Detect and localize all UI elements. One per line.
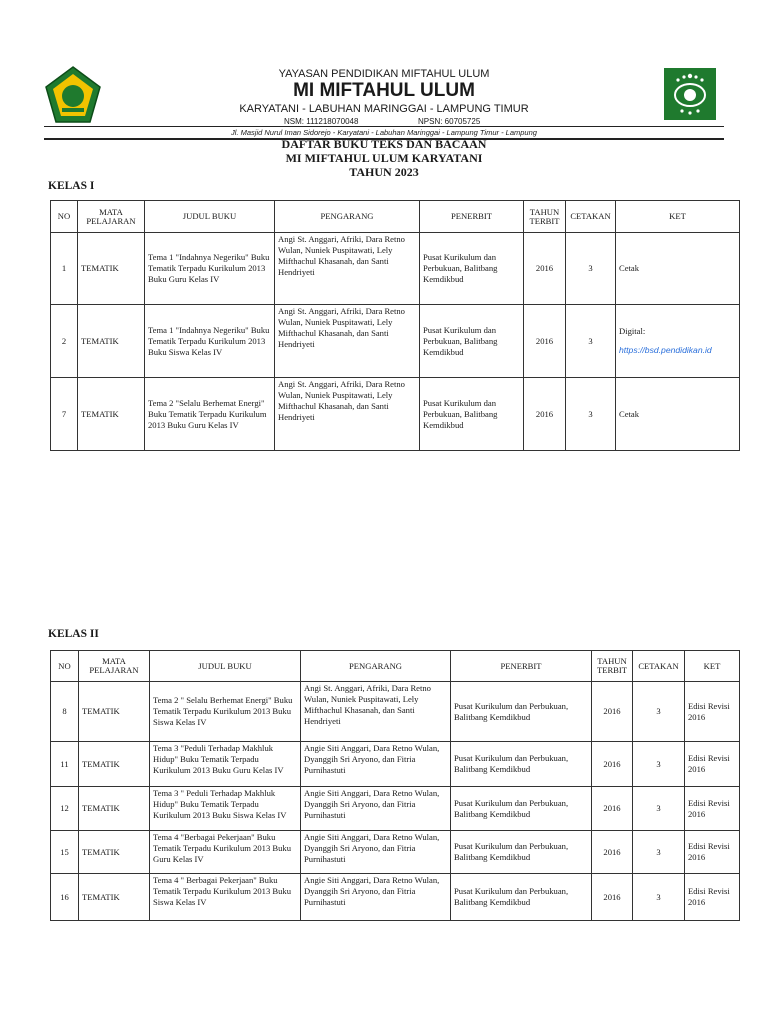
bsd-link[interactable]: https://bsd.pendidikan.id (619, 345, 712, 355)
column-header: TAHUN TERBIT (524, 201, 566, 233)
cell-title: Tema 2 " Selalu Berhemat Energi" Buku Tematik Terpadu Kurikulum 2013 Buku Siswa Kelas IV (150, 682, 301, 742)
cell-note (616, 305, 740, 378)
column-header: JUDUL BUKU (145, 201, 275, 233)
nsm-number: NSM: 111218070048 (284, 117, 359, 126)
cell-edition: 3 (566, 233, 616, 305)
cell-publisher: Pusat Kurikulum dan Perbukuan, Balitbang Kemdikbud (451, 682, 592, 742)
header-divider (44, 126, 724, 127)
cell-year: 2016 (592, 831, 633, 874)
column-header: PENERBIT (451, 651, 592, 682)
school-address: KARYATANI - LABUHAN MARINGGAI - LAMPUNG TIMUR (239, 103, 529, 115)
note-label: Digital: (619, 326, 646, 336)
cell-author: Angie Siti Anggari, Dara Retno Wulan, Dyanggih Sri Aryono, dan Fitria Purnihastuti (301, 831, 451, 874)
npsn-number: NPSN: 60705725 (418, 117, 481, 126)
cell-title: Tema 4 " Berbagai Pekerjaan" Buku Tematik Terpadu Kurikulum 2013 Buku Siswa Kelas IV (150, 874, 301, 921)
cell-author: Angi St. Anggari, Afriki, Dara Retno Wulan, Nuniek Puspitawati, Lely Mifthachul Khasanah, dan Santi Hendriyeti (301, 682, 451, 742)
column-header: NO (51, 651, 79, 682)
cell-subject: TEMATIK (79, 742, 150, 787)
cell-note: Cetak (616, 378, 740, 451)
cell-publisher: Pusat Kurikulum dan Perbukuan, Balitbang Kemdikbud (420, 305, 524, 378)
cell-subject: TEMATIK (78, 305, 145, 378)
cell-title: Tema 3 "Peduli Terhadap Makhluk Hidup" Buku Tematik Terpadu Kurikulum 2013 Buku Guru Kelas IV (150, 742, 301, 787)
foundation-name: YAYASAN PENDIDIKAN MIFTAHUL ULUM (278, 68, 490, 80)
cell-subject: TEMATIK (79, 831, 150, 874)
cell-year: 2016 (592, 742, 633, 787)
cell-title: Tema 3 " Peduli Terhadap Makhluk Hidup" Buku Tematik Terpadu Kurikulum 2013 Buku Siswa Kelas IV (150, 787, 301, 831)
column-header: CETAKAN (566, 201, 616, 233)
column-header: MATA PELAJARAN (78, 201, 145, 233)
document-subtitle: MI MIFTAHUL ULUM KARYATANI (285, 151, 483, 165)
cell-year: 2016 (592, 682, 633, 742)
column-header: JUDUL BUKU (150, 651, 301, 682)
book-table-kelas-2 (50, 650, 740, 921)
cell-note: Edisi Revisi 2016 (685, 742, 740, 787)
cell-year: 2016 (592, 874, 633, 921)
column-header: CETAKAN (633, 651, 685, 682)
cell-edition: 3 (633, 682, 685, 742)
column-header: KET (616, 201, 740, 233)
cell-no: 2 (51, 305, 78, 378)
cell-no: 7 (51, 378, 78, 451)
document-year: TAHUN 2023 (349, 165, 419, 179)
cell-title: Tema 1 "Indahnya Negeriku" Buku Tematik Terpadu Kurikulum 2013 Buku Siswa Kelas IV (145, 305, 275, 378)
column-header: PENERBIT (420, 201, 524, 233)
table-row (51, 233, 740, 305)
cell-publisher: Pusat Kurikulum dan Perbukuan, Balitbang Kemdikbud (420, 233, 524, 305)
cell-note: Cetak (616, 233, 740, 305)
cell-publisher: Pusat Kurikulum dan Perbukuan, Balitbang Kemdikbud (451, 787, 592, 831)
cell-note: Edisi Revisi 2016 (685, 874, 740, 921)
table-row (51, 742, 740, 787)
document-title: DAFTAR BUKU TEKS DAN BACAAN (281, 137, 487, 151)
cell-author: Angi St. Anggari, Afriki, Dara Retno Wulan, Nuniek Puspitawati, Lely Mifthachul Khasanah, dan Santi Hendriyeti (275, 378, 420, 451)
table-row (51, 378, 740, 451)
table-row (51, 831, 740, 874)
cell-note: Edisi Revisi 2016 (685, 682, 740, 742)
cell-edition: 3 (566, 305, 616, 378)
cell-edition: 3 (633, 831, 685, 874)
cell-edition: 3 (566, 378, 616, 451)
cell-no: 15 (51, 831, 79, 874)
school-name: MI MIFTAHUL ULUM (293, 80, 475, 101)
section-label-kelas-2: KELAS II (48, 628, 99, 640)
cell-no: 12 (51, 787, 79, 831)
table-header-row (51, 201, 740, 233)
cell-author: Angie Siti Anggari, Dara Retno Wulan, Dyanggih Sri Aryono, dan Fitria Purnihastuti (301, 874, 451, 921)
cell-subject: TEMATIK (79, 874, 150, 921)
cell-year: 2016 (524, 305, 566, 378)
cell-year: 2016 (524, 233, 566, 305)
cell-title: Tema 2 "Selalu Berhemat Energi" Buku Tematik Terpadu Kurikulum 2013 Buku Guru Kelas IV (145, 378, 275, 451)
column-header: PENGARANG (301, 651, 451, 682)
book-table-kelas-1 (50, 200, 740, 451)
cell-subject: TEMATIK (78, 233, 145, 305)
column-header: KET (685, 651, 740, 682)
cell-edition: 3 (633, 787, 685, 831)
column-header: PENGARANG (275, 201, 420, 233)
cell-subject: TEMATIK (79, 682, 150, 742)
cell-no: 8 (51, 682, 79, 742)
section-label-kelas-1: KELAS I (48, 180, 95, 192)
cell-title: Tema 1 "Indahnya Negeriku" Buku Tematik Terpadu Kurikulum 2013 Buku Guru Kelas IV (145, 233, 275, 305)
cell-subject: TEMATIK (78, 378, 145, 451)
cell-publisher: Pusat Kurikulum dan Perbukuan, Balitbang Kemdikbud (451, 831, 592, 874)
street-address: Jl. Masjid Nurul Iman Sidorejo - Karyatani - Labuhan Maringgai - Lampung Timur - Lampung (231, 128, 537, 137)
table-row (51, 682, 740, 742)
table-row (51, 874, 740, 921)
column-header: NO (51, 201, 78, 233)
cell-year: 2016 (592, 787, 633, 831)
cell-publisher: Pusat Kurikulum dan Perbukuan, Balitbang Kemdikbud (451, 742, 592, 787)
table-row (51, 787, 740, 831)
cell-no: 16 (51, 874, 79, 921)
cell-author: Angi St. Anggari, Afriki, Dara Retno Wulan, Nuniek Puspitawati, Lely Mifthachul Khasanah, dan Santi Hendriyeti (275, 305, 420, 378)
column-header: MATA PELAJARAN (79, 651, 150, 682)
cell-no: 11 (51, 742, 79, 787)
cell-note: Edisi Revisi 2016 (685, 787, 740, 831)
cell-author: Angie Siti Anggari, Dara Retno Wulan, Dyanggih Sri Aryono, dan Fitria Purnihastuti (301, 787, 451, 831)
cell-subject: TEMATIK (79, 787, 150, 831)
column-header: TAHUN TERBIT (592, 651, 633, 682)
cell-edition: 3 (633, 874, 685, 921)
cell-edition: 3 (633, 742, 685, 787)
cell-year: 2016 (524, 378, 566, 451)
cell-note: Edisi Revisi 2016 (685, 831, 740, 874)
cell-title: Tema 4 "Berbagai Pekerjaan" Buku Tematik Terpadu Kurikulum 2013 Buku Guru Kelas IV (150, 831, 301, 874)
cell-no: 1 (51, 233, 78, 305)
cell-publisher: Pusat Kurikulum dan Perbukuan, Balitbang Kemdikbud (451, 874, 592, 921)
cell-author: Angi St. Anggari, Afriki, Dara Retno Wulan, Nuniek Puspitawati, Lely Mifthachul Khasanah, dan Santi Hendriyeti (275, 233, 420, 305)
table-header-row (51, 651, 740, 682)
cell-author: Angie Siti Anggari, Dara Retno Wulan, Dyanggih Sri Aryono, dan Fitria Purnihastuti (301, 742, 451, 787)
table-row (51, 305, 740, 378)
cell-publisher: Pusat Kurikulum dan Perbukuan, Balitbang Kemdikbud (420, 378, 524, 451)
